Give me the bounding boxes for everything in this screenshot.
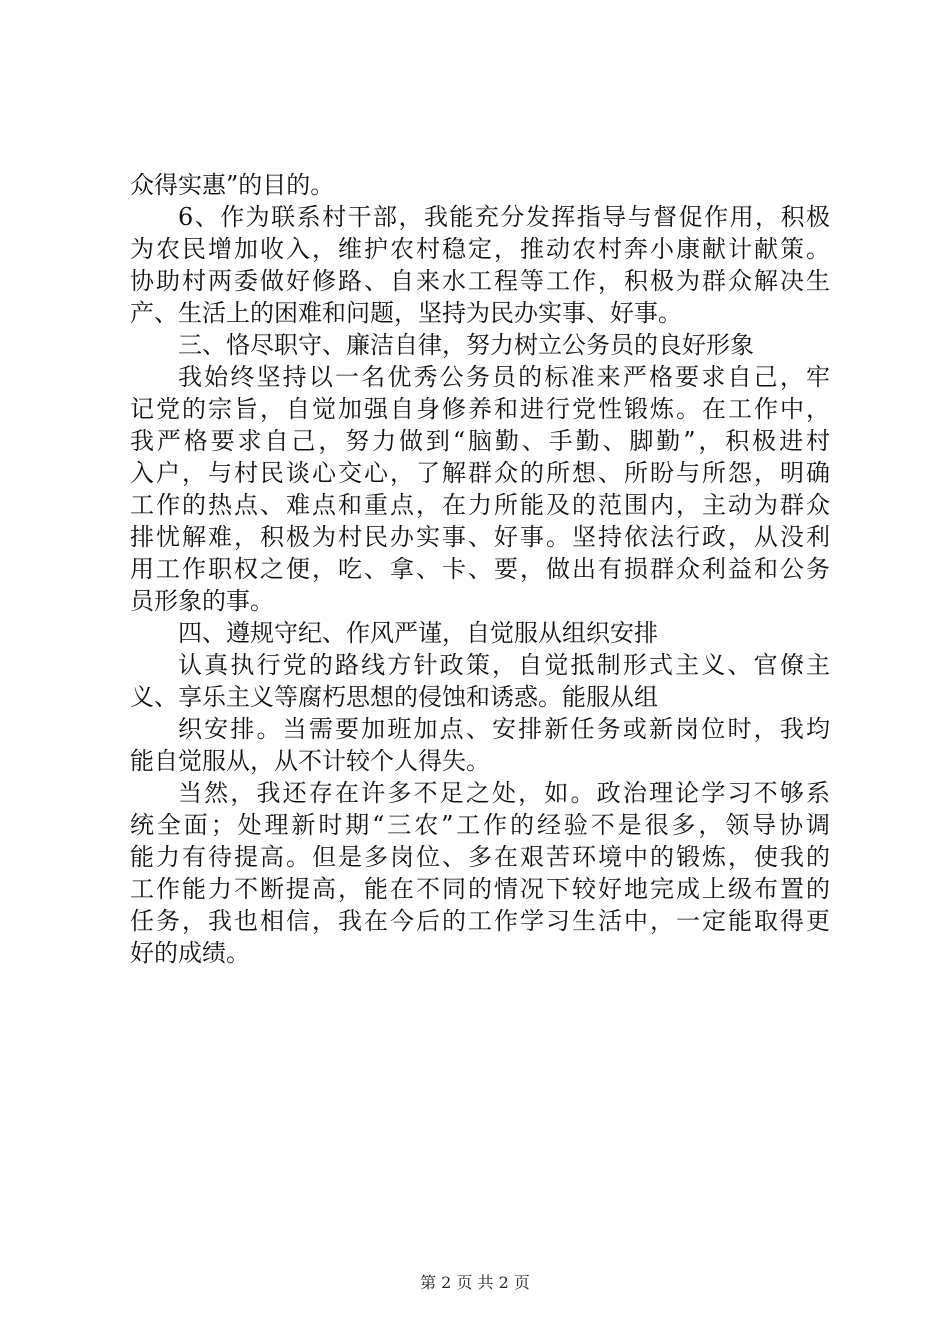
text-line: 我严格要求自己，努力做到“脑勤、手勤、脚勤”，积极进村: [130, 427, 830, 455]
text-line: 我始终坚持以一名优秀公务员的标准来严格要求自己，牢: [178, 363, 830, 391]
section-heading: 三、恪尽职守、廉洁自律，努力树立公务员的良好形象: [178, 331, 754, 359]
text-line: 排忧解难，积极为村民办实事、好事。坚持依法行政，从没利: [130, 523, 830, 551]
text-line: 能力有待提高。但是多岗位、多在艰苦环境中的锻炼，使我的: [130, 843, 830, 871]
text-line: 记党的宗旨，自觉加强自身修养和进行党性锻炼。在工作中，: [130, 395, 830, 423]
text-line: 织安排。当需要加班加点、安排新任务或新岗位时，我均: [178, 715, 830, 743]
text-line: 任务，我也相信，我在今后的工作学习生活中，一定能取得更: [130, 907, 830, 935]
text-line: 工作能力不断提高，能在不同的情况下较好地完成上级布置的: [130, 875, 830, 903]
text-line: 协助村两委做好修路、自来水工程等工作，积极为群众解决生: [130, 267, 830, 295]
text-line: 义、享乐主义等腐朽思想的侵蚀和诱惑。能服从组: [130, 683, 658, 711]
text-line: 认真执行党的路线方针政策，自觉抵制形式主义、官僚主: [178, 651, 830, 679]
text-line: 能自觉服从，从不计较个人得失。: [130, 747, 490, 775]
text-line: 工作的热点、难点和重点，在力所能及的范围内，主动为群众: [130, 491, 830, 519]
document-body: [130, 169, 830, 969]
text-line: 员形象的事。: [130, 587, 274, 615]
text-line: 为农民增加收入，维护农村稳定，推动农村奔小康献计献策。: [130, 235, 830, 263]
text-line: 当然，我还存在许多不足之处，如。政治理论学习不够系: [178, 779, 830, 807]
text-line: 入户，与村民谈心交心，了解群众的所想、所盼与所怨，明确: [130, 459, 830, 487]
text-line: 众得实惠”的目的。: [130, 171, 335, 199]
text-line: 产、生活上的困难和问题，坚持为民办实事、好事。: [130, 299, 682, 327]
section-heading: 四、遵规守纪、作风严谨，自觉服从组织安排: [178, 619, 658, 647]
page-number-footer: 第 2 页 共 2 页: [420, 1273, 530, 1292]
text-line: 好的成绩。: [130, 939, 250, 967]
text-line: 6、作为联系村干部，我能充分发挥指导与督促作用，积极: [178, 203, 830, 231]
text-line: 用工作职权之便，吃、拿、卡、要，做出有损群众利益和公务: [130, 555, 830, 583]
text-line: 统全面；处理新时期“三农”工作的经验不是很多，领导协调: [130, 811, 830, 839]
